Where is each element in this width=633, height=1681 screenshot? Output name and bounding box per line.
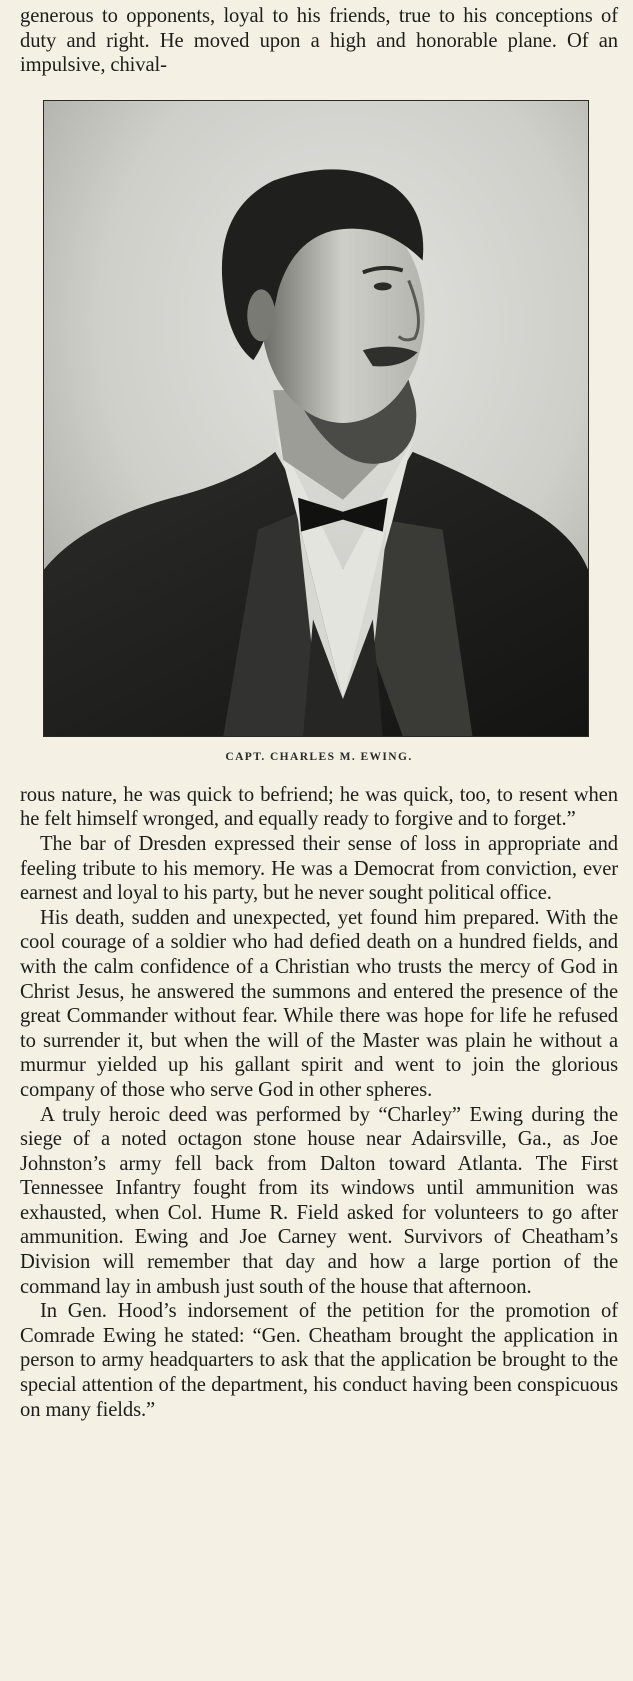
paragraph-top: generous to opponents, loyal to his friends, true to his conceptions of duty and right. He moved upon a high and honorable plane. Of an impulsive, chival- (20, 5, 618, 77)
portrait-image (44, 101, 588, 736)
figure-caption: CAPT. CHARLES M. EWING. (225, 750, 413, 763)
paragraph-2: The bar of Dresden expressed their sense of loss in appropriate and feeling tribute to his memory. He was a Democrat from conviction, ever earnest and loyal to his party, but he never sought political office. (20, 832, 618, 905)
portrait-photograph (43, 100, 589, 737)
paragraph-4: A truly heroic deed was performed by “Charley” Ewing during the siege of a noted octagon stone house near Adairsville, Ga., as Joe Johnston’s army fell back from Dalton toward Atlanta. The First Tennessee Infantry fought from its windows until ammunition was exhausted, when Col. Hume R. Field asked for volunteers to go after ammunition. Ewing and Joe Carney went. Survivors of Cheatham’s Division will remember that day and how a large portion of the command lay in ambush just south of the house that afternoon. (20, 1103, 618, 1298)
paragraph-3: His death, sudden and unexpected, yet found him prepared. With the cool courage of a soldier who had defied death on a hundred fields, and with the calm confidence of a Christian who trusts the mercy of God in Christ Jesus, he answered the summons and entered the presence of the great Commander without fear. While there was hope for life he refused to surrender it, but when the will of the Master was plain he without a murmur yielded up his gallant spirit and went to join the glorious company of those who serve God in other spheres. (20, 906, 618, 1101)
paragraph-5: In Gen. Hood’s indorsement of the petition for the promotion of Comrade Ewing he stated: “Gen. Cheatham brought the application in person to army headquarters to ask that the application be brought to the special attention of the department, his conduct having been conspicuous on many fields.” (20, 1300, 618, 1421)
paragraph-1: rous nature, he was quick to befriend; he was quick, too, to resent when he felt himself wronged, and equally ready to forgive and to forget.” (20, 783, 618, 831)
document-page (20, 4, 618, 1422)
